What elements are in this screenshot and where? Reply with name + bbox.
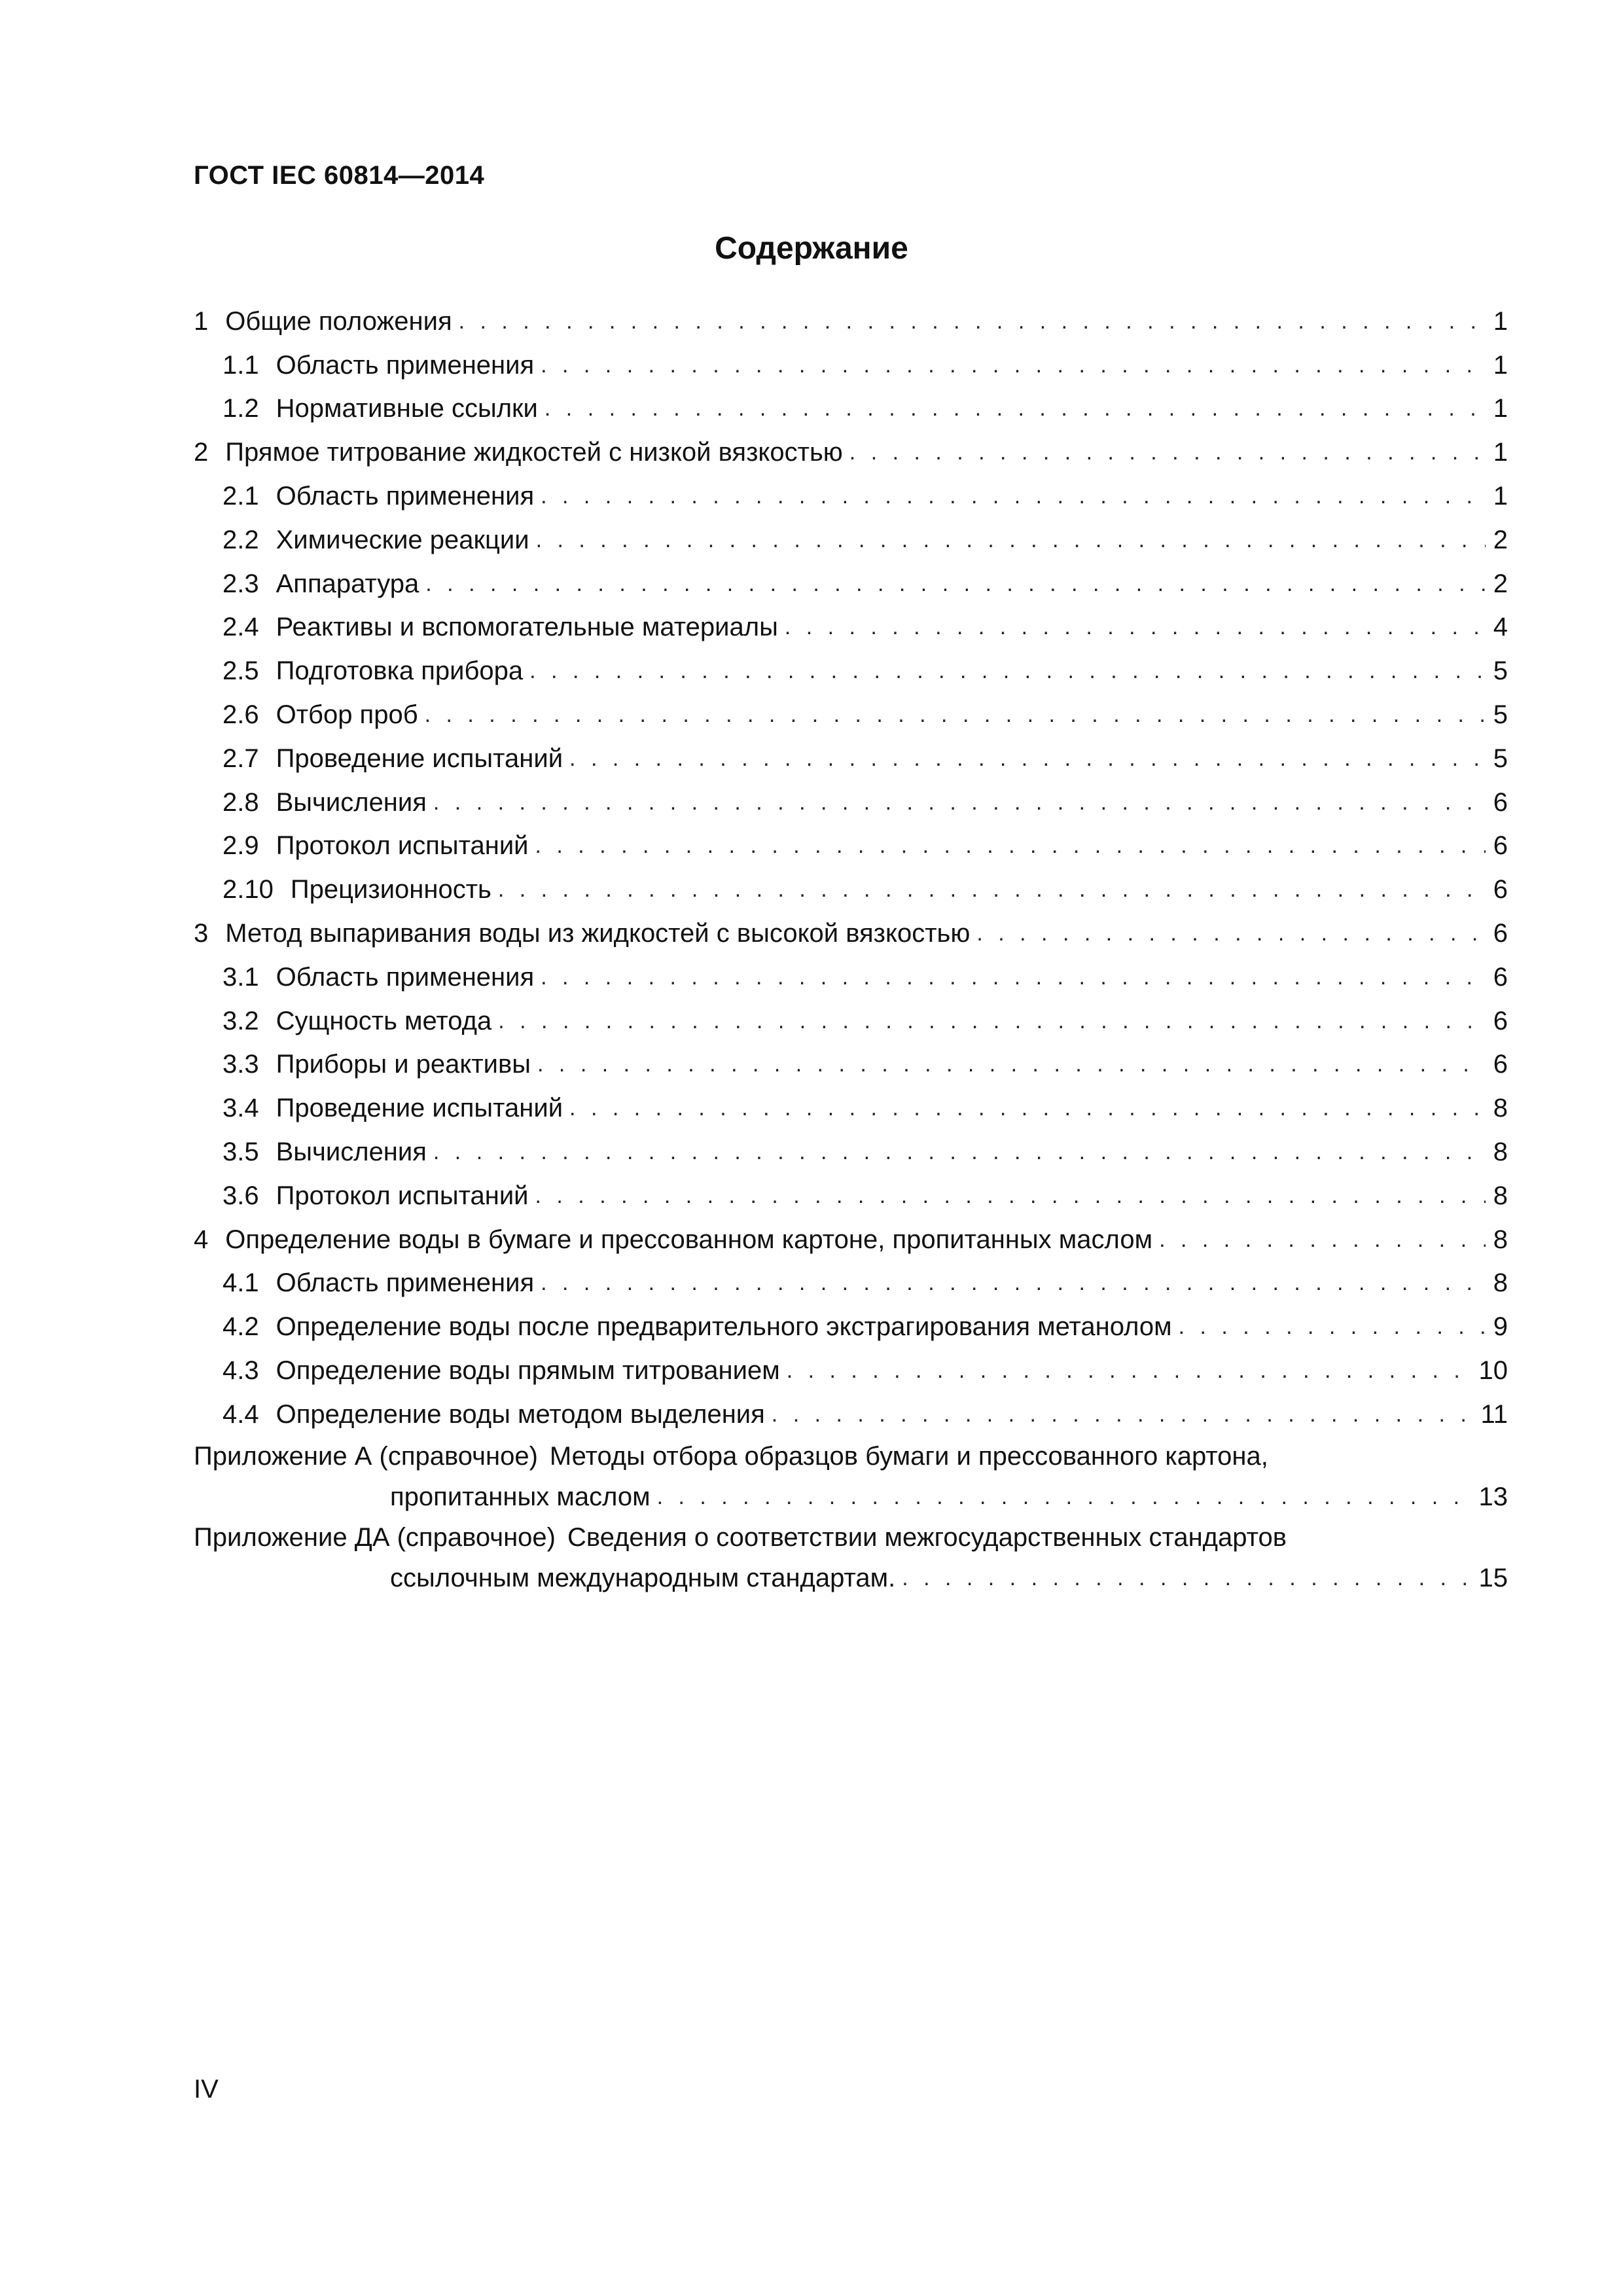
toc-entry-number: 2.8 <box>223 787 259 817</box>
toc-entry-number: 4.4 <box>223 1399 259 1429</box>
toc-entry-page: 1 <box>1493 394 1508 423</box>
toc-entry[interactable] <box>194 562 1508 606</box>
toc-entry-title: Протокол испытаний <box>276 1181 529 1210</box>
toc-entry[interactable] <box>194 1349 1508 1393</box>
toc-entry[interactable] <box>194 868 1508 912</box>
toc-entry-title: Проведение испытаний <box>276 1094 563 1123</box>
toc-entry-number: 2.1 <box>223 482 259 511</box>
appendix-label: Приложение А (справочное) <box>194 1442 538 1471</box>
toc-entry-title: Протокол испытаний <box>276 831 529 861</box>
toc-entry[interactable] <box>194 1130 1508 1174</box>
toc-entry-number: 2.2 <box>223 525 259 554</box>
toc-entry-number: 4 <box>194 1225 209 1254</box>
toc-entry[interactable] <box>194 1086 1508 1130</box>
toc-entry-number: 1 <box>194 306 209 336</box>
appendix-title-line1: Сведения о соответствии межгосударственных стандартов <box>567 1523 1287 1552</box>
toc-entry[interactable] <box>194 606 1508 650</box>
document-code: ГОСТ IEC 60814—2014 <box>194 161 485 190</box>
dot-leader <box>535 833 1486 859</box>
dot-leader <box>849 440 1486 465</box>
toc-entry[interactable] <box>194 956 1508 999</box>
toc-entry[interactable] <box>194 1218 1508 1262</box>
dot-leader <box>535 1183 1486 1209</box>
toc-entry-title: Вычисления <box>276 1138 427 1167</box>
toc-entry-title: Определение воды после предварительного экстрагирования метанолом <box>276 1312 1172 1342</box>
toc-entry[interactable] <box>194 431 1508 475</box>
toc-entry-page: 1 <box>1493 438 1508 467</box>
dot-leader <box>498 877 1486 903</box>
toc-entry-number: 2.3 <box>223 569 259 598</box>
toc-entry[interactable] <box>194 300 1508 344</box>
toc-entry-page: 6 <box>1493 875 1508 905</box>
toc-entry-number: 1.2 <box>223 394 259 423</box>
dot-leader <box>425 571 1486 597</box>
toc-entry-title: Определение воды в бумаге и прессованном картоне, пропитанных маслом <box>225 1225 1153 1254</box>
toc-entry[interactable] <box>194 825 1508 869</box>
toc-entry-number: 2.10 <box>223 875 274 905</box>
toc-entry-page: 5 <box>1493 656 1508 686</box>
toc-entry-title: Область применения <box>276 482 535 511</box>
toc-entry-page: 1 <box>1493 482 1508 511</box>
dot-leader <box>902 1566 1473 1591</box>
toc-entry-title: Область применения <box>276 350 535 380</box>
toc-entry-number: 3.6 <box>223 1181 259 1210</box>
dot-leader <box>1159 1227 1486 1253</box>
toc-entry-number: 2.9 <box>223 831 259 861</box>
toc-entry-page: 8 <box>1493 1268 1508 1298</box>
toc-entry-title: Общие положения <box>225 306 452 336</box>
toc-entry-page: 8 <box>1493 1094 1508 1123</box>
toc-entry[interactable] <box>194 781 1508 825</box>
toc-entry-title: Область применения <box>276 1268 535 1298</box>
toc-entry-title: Химические реакции <box>276 525 529 554</box>
toc-entry-title: Нормативные ссылки <box>276 394 538 423</box>
toc-entry[interactable] <box>194 344 1508 387</box>
dot-leader <box>785 615 1486 640</box>
toc-entry-page: 5 <box>1493 744 1508 773</box>
toc-entry-page: 8 <box>1493 1181 1508 1210</box>
dot-leader <box>657 1484 1474 1510</box>
toc-appendix-entry[interactable] <box>194 1518 1508 1599</box>
dot-leader <box>541 484 1486 509</box>
toc-entry-page: 2 <box>1493 525 1508 554</box>
dot-leader <box>541 353 1486 378</box>
toc-entry-page: 8 <box>1493 1225 1508 1254</box>
toc-entry-number: 2.6 <box>223 700 259 730</box>
toc-entry[interactable] <box>194 737 1508 781</box>
toc-entry[interactable] <box>194 999 1508 1043</box>
dot-leader <box>541 965 1486 990</box>
dot-leader <box>569 746 1486 772</box>
toc-entry-number: 3.2 <box>223 1006 259 1035</box>
dot-leader <box>425 702 1486 728</box>
toc-entry-number: 2.7 <box>223 744 259 773</box>
dot-leader <box>459 309 1486 334</box>
toc-entry[interactable] <box>194 693 1508 737</box>
dot-leader <box>433 790 1486 816</box>
toc-entry-number: 3.4 <box>223 1094 259 1123</box>
dot-leader <box>1179 1314 1486 1340</box>
toc-entry-number: 4.1 <box>223 1268 259 1298</box>
toc-entry-number: 3.1 <box>223 962 259 992</box>
appendix-page: 15 <box>1478 1564 1508 1593</box>
toc-entry[interactable] <box>194 1262 1508 1306</box>
appendix-title-line2: пропитанных маслом <box>390 1482 651 1512</box>
table-of-contents <box>194 300 1508 1599</box>
toc-entry-title: Область применения <box>276 962 535 992</box>
toc-entry-page: 6 <box>1493 962 1508 992</box>
toc-entry-page: 6 <box>1493 919 1508 948</box>
toc-entry-title: Прямое титрование жидкостей с низкой вязкостью <box>225 438 843 467</box>
dot-leader <box>433 1139 1486 1165</box>
dot-leader <box>772 1402 1476 1427</box>
toc-entry[interactable] <box>194 518 1508 562</box>
toc-entry-number: 2 <box>194 438 209 467</box>
toc-entry-page: 1 <box>1493 306 1508 336</box>
toc-entry-number: 3.3 <box>223 1050 259 1079</box>
toc-entry-page: 1 <box>1493 350 1508 380</box>
toc-entry-page: 8 <box>1493 1138 1508 1167</box>
appendix-title-line2: ссылочным международным стандартам. <box>390 1564 896 1593</box>
toc-entry-title: Реактивы и вспомогательные материалы <box>276 613 778 642</box>
dot-leader <box>536 528 1486 553</box>
toc-entry[interactable] <box>194 1043 1508 1087</box>
toc-entry[interactable] <box>194 475 1508 518</box>
toc-entry-page: 6 <box>1493 787 1508 817</box>
dot-leader <box>976 921 1486 946</box>
toc-entry-title: Определение воды прямым титрованием <box>276 1356 780 1386</box>
page-number: IV <box>194 2075 219 2104</box>
toc-entry-page: 6 <box>1493 1050 1508 1079</box>
toc-entry[interactable] <box>194 1305 1508 1349</box>
toc-entry-title: Отбор проб <box>276 700 418 730</box>
toc-entry[interactable] <box>194 912 1508 956</box>
toc-entry-page: 5 <box>1493 700 1508 730</box>
toc-entry-title: Подготовка прибора <box>276 656 524 686</box>
dot-leader <box>544 396 1486 422</box>
page-title: Содержание <box>715 231 908 266</box>
dot-leader <box>787 1358 1474 1384</box>
toc-entry-page: 4 <box>1493 613 1508 642</box>
toc-entry[interactable] <box>194 649 1508 693</box>
toc-entry-title: Вычисления <box>276 787 427 817</box>
appendix-page: 13 <box>1478 1482 1508 1512</box>
toc-entry-page: 6 <box>1493 831 1508 861</box>
toc-entry-title: Сущность метода <box>276 1006 492 1035</box>
toc-entry-number: 1.1 <box>223 350 259 380</box>
dot-leader <box>541 1270 1486 1296</box>
appendix-title-line1: Методы отбора образцов бумаги и прессованного картона, <box>549 1442 1268 1471</box>
toc-entry-title: Проведение испытаний <box>276 744 563 773</box>
dot-leader <box>537 1052 1486 1077</box>
toc-entry-number: 3.5 <box>223 1138 259 1167</box>
dot-leader <box>529 658 1486 684</box>
toc-entry[interactable] <box>194 1174 1508 1218</box>
toc-appendix-entry[interactable] <box>194 1437 1508 1518</box>
toc-entry-page: 10 <box>1478 1356 1508 1386</box>
dot-leader <box>569 1096 1486 1121</box>
dot-leader <box>498 1009 1486 1034</box>
toc-entry-page: 9 <box>1493 1312 1508 1342</box>
toc-entry[interactable] <box>194 1393 1508 1437</box>
toc-entry-number: 2.4 <box>223 613 259 642</box>
appendix-label: Приложение ДА (справочное) <box>194 1523 556 1552</box>
toc-entry-title: Прецизионность <box>290 875 491 905</box>
toc-entry-title: Определение воды методом выделения <box>276 1399 765 1429</box>
toc-entry-number: 4.3 <box>223 1356 259 1386</box>
toc-entry-title: Приборы и реактивы <box>276 1050 531 1079</box>
toc-entry-number: 3 <box>194 919 209 948</box>
toc-entry-page: 2 <box>1493 569 1508 598</box>
toc-entry-page: 11 <box>1480 1399 1508 1429</box>
toc-entry-number: 4.2 <box>223 1312 259 1342</box>
toc-entry-title: Метод выпаривания воды из жидкостей с высокой вязкостью <box>225 919 971 948</box>
toc-entry-title: Аппаратура <box>276 569 419 598</box>
toc-entry-page: 6 <box>1493 1006 1508 1035</box>
toc-entry-number: 2.5 <box>223 656 259 686</box>
toc-entry[interactable] <box>194 387 1508 431</box>
